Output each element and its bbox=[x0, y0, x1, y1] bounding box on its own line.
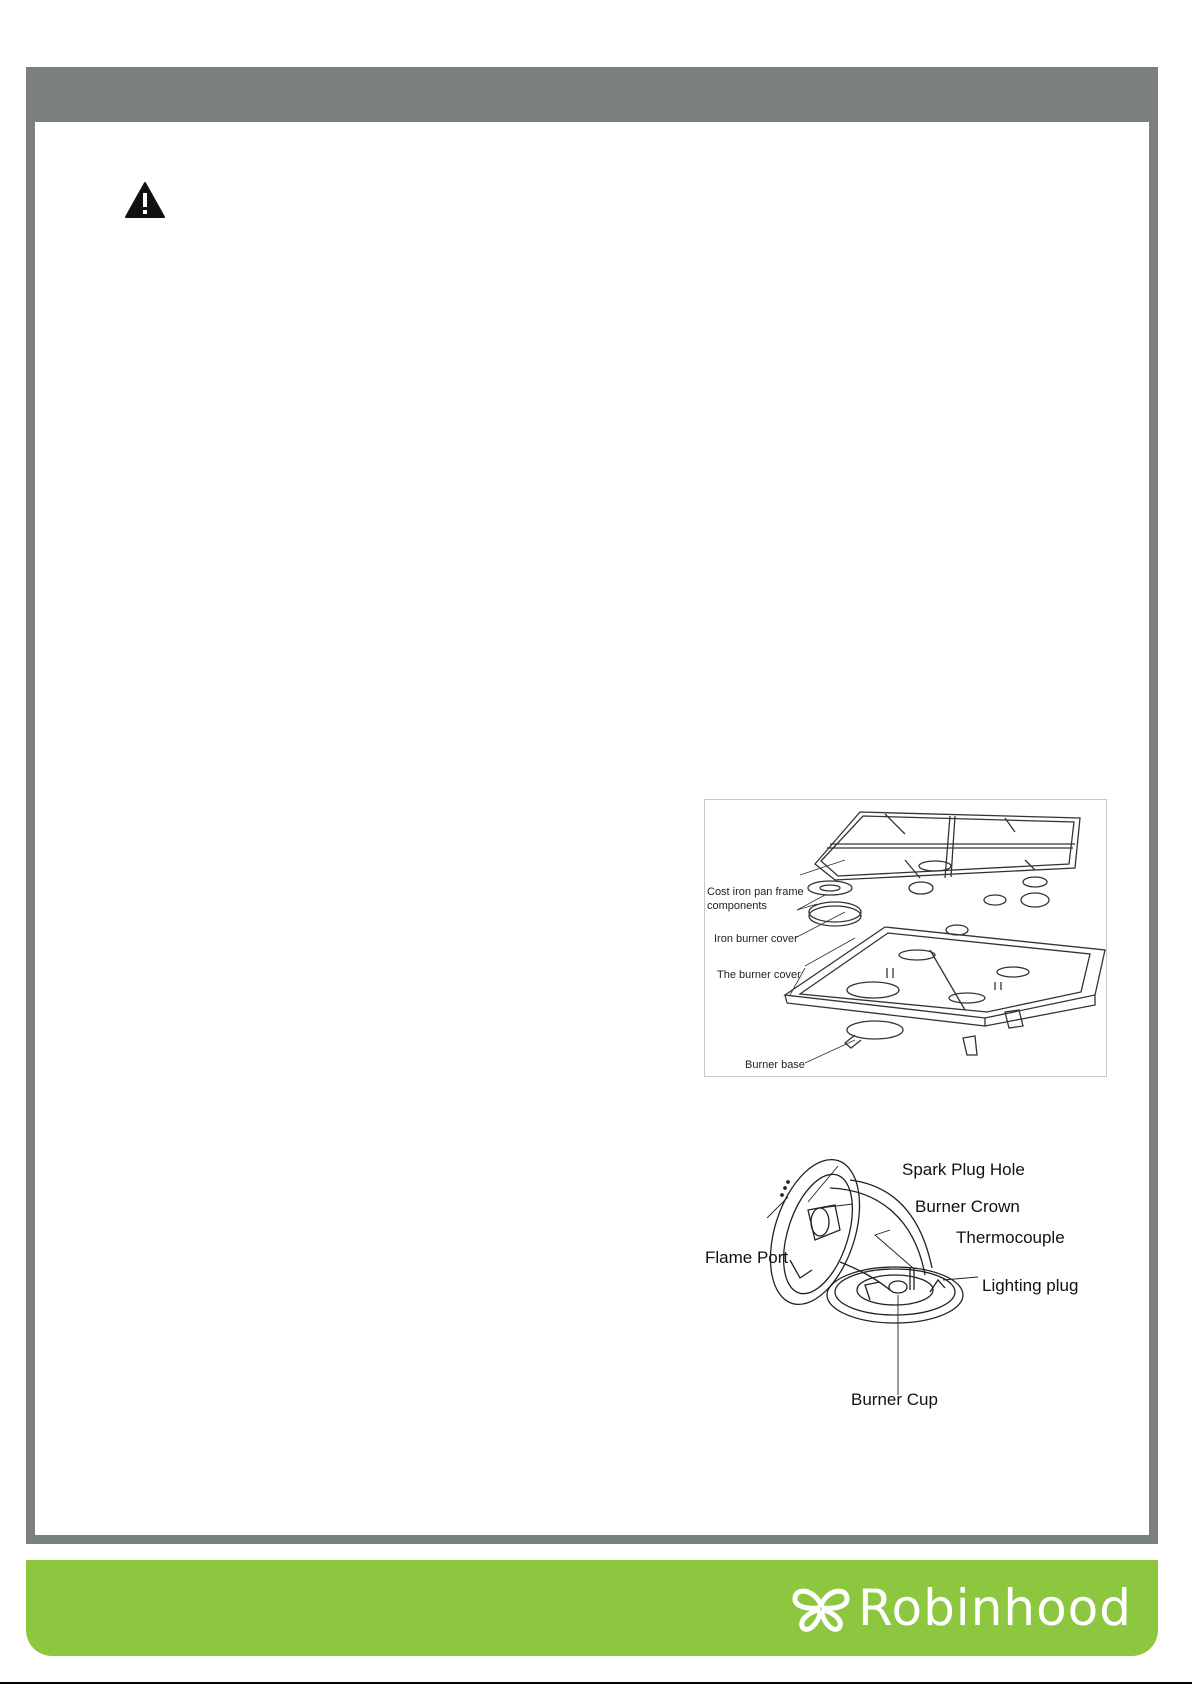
label-burner-crown: Burner Crown bbox=[915, 1197, 1020, 1216]
brand-logo bbox=[790, 1578, 1132, 1638]
warning-triangle-icon bbox=[125, 181, 165, 219]
label-thermocouple: Thermocouple bbox=[956, 1228, 1065, 1247]
label-spark-plug-hole: Spark Plug Hole bbox=[902, 1160, 1025, 1179]
label-flame-port: Flame Port bbox=[705, 1248, 789, 1267]
label-burner-base: Burner base bbox=[745, 1059, 805, 1071]
bottom-rule bbox=[0, 1682, 1192, 1684]
label-pan-frame-2: components bbox=[707, 900, 767, 912]
brand-name: Robinhood bbox=[857, 1579, 1132, 1637]
burner-assembly-diagram bbox=[700, 1150, 1100, 1420]
cooktop-exploded-diagram bbox=[704, 799, 1107, 1077]
label-burner-cup: Burner Cup bbox=[851, 1390, 938, 1409]
label-burner-cover: The burner cover bbox=[717, 969, 801, 981]
butterfly-logo-icon bbox=[790, 1583, 852, 1633]
label-pan-frame: Cost iron pan frame bbox=[707, 886, 804, 898]
footer-bar bbox=[26, 1560, 1158, 1656]
label-lighting-plug: Lighting plug bbox=[982, 1276, 1079, 1295]
label-iron-burner-cover: Iron burner cover bbox=[714, 933, 798, 945]
